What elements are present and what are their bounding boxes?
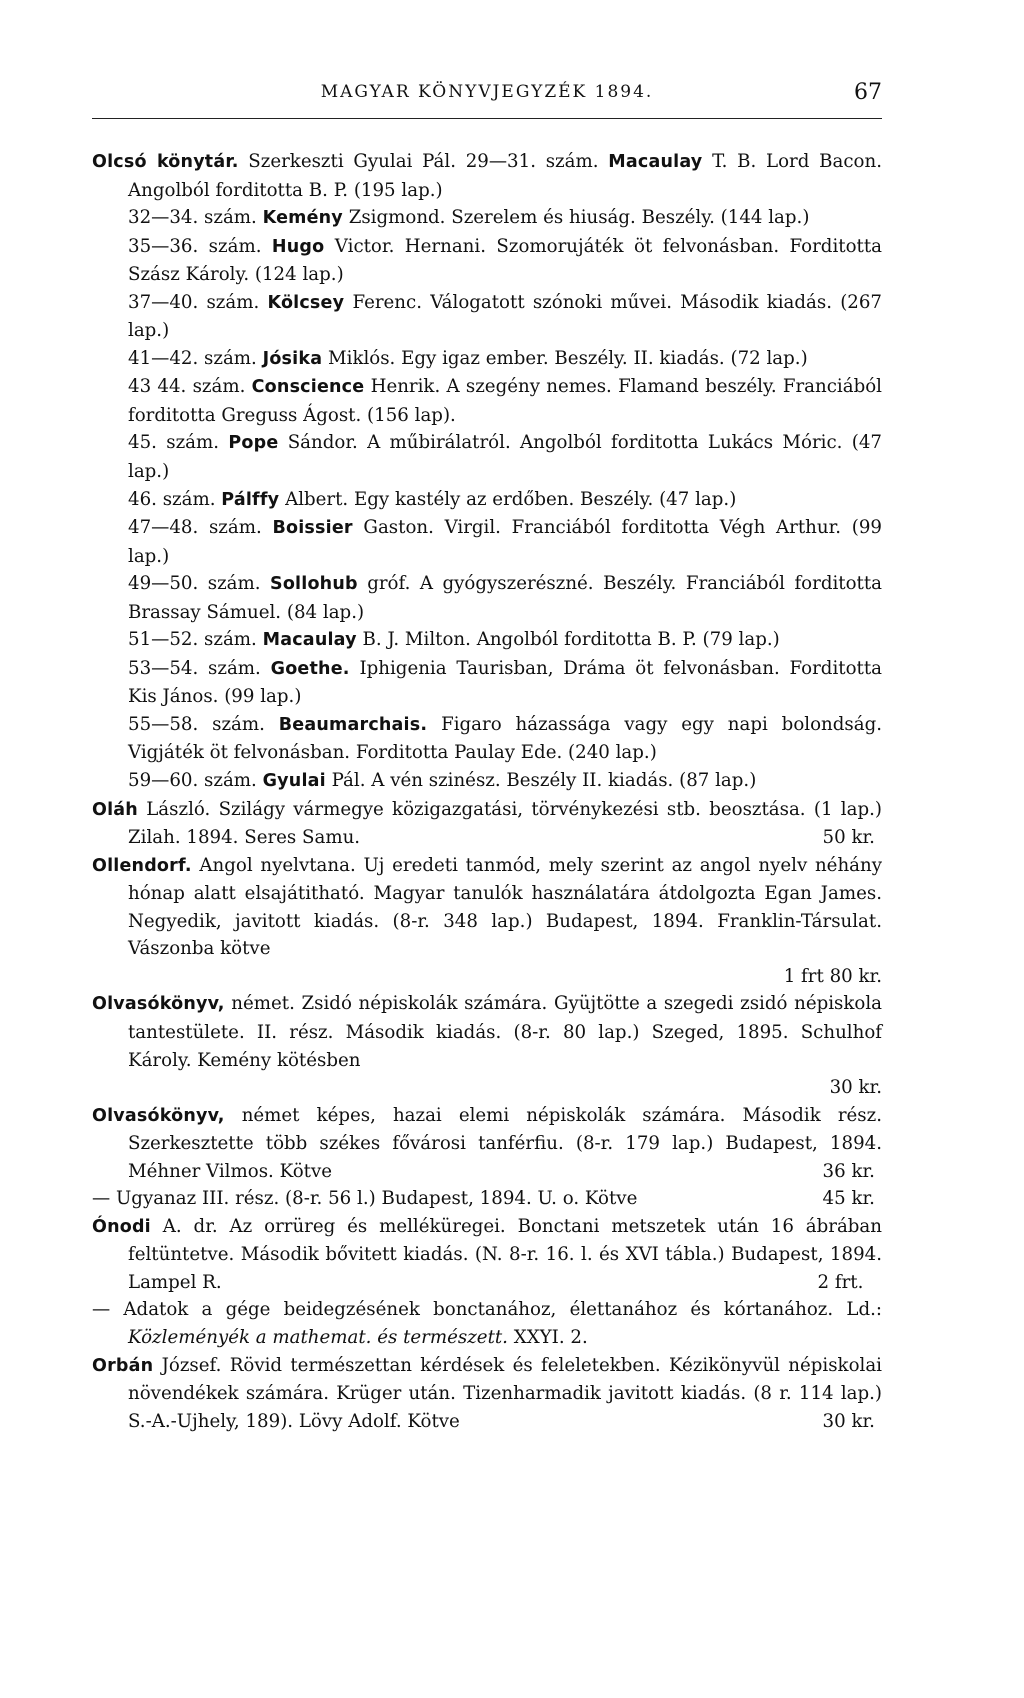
entry-author: Orbán <box>92 1355 154 1376</box>
header-rule <box>92 118 882 119</box>
entry-author: Kemény <box>262 208 343 229</box>
catalog-entry <box>92 990 882 1101</box>
entry-text: Henrik. A szegény nemes. Flamand beszély. Franciából forditotta Greguss Ágost. (156 lap). <box>128 376 882 426</box>
entry-author: Boissier <box>272 518 353 539</box>
entry-author: Olcsó könytár. <box>92 152 239 172</box>
entry-author: Beaumarchais. <box>278 714 428 735</box>
entry-author: Ollendorf. <box>92 855 192 876</box>
series-subentry: 35—36. szám. Hugo Victor. Hernani. Szomorujáték öt felvonásban. Forditotta Szász Károly. (124 lap.) <box>128 235 882 286</box>
entry-author: Pope <box>228 433 279 454</box>
entry-text: Albert. Egy kastély az erdőben. Beszély. (47 lap.) <box>279 488 737 510</box>
entry-text: Figaro házassága vagy egy napi bolondság. Vigjáték öt felvonásban. Forditotta Paulay Ede. (240 lap.) <box>128 713 882 764</box>
entry-price: 45 kr. <box>822 1188 875 1210</box>
entry-text: Pál. A vén szinész. Beszély II. kiadás. (87 lap.) <box>325 770 757 792</box>
entry-price: 36 kr. <box>822 1160 875 1182</box>
entry-text: József. Rövid természettan kérdések és feleletekben. Kézikönyvül népiskolai növendékek számára. Krüger után. Tizenharmadik javitott kiadás. (8 r. 114 lap.) S.-A.-Ujhely, 189). Lövy Adolf. Kötve <box>128 1354 882 1432</box>
entry-text: Gaston. Virgil. Franciából forditotta Végh Arthur. (99 lap.) <box>128 517 882 567</box>
entry-text: Iphigenia Taurisban, Dráma öt felvonásban. Forditotta Kis János. (99 lap.) <box>128 657 882 708</box>
series-subentry: 32—34. szám. Kemény Zsigmond. Szerelem és hiuság. Beszély. (144 lap.) <box>128 207 810 229</box>
entry-text: XXYI. 2. <box>507 1326 588 1348</box>
entry-author: Olvasókönyv, <box>92 994 225 1015</box>
catalog-entry <box>92 796 882 852</box>
catalog-entry <box>92 148 882 204</box>
catalog-entry <box>92 1296 882 1351</box>
catalog-entry <box>92 1352 882 1436</box>
entry-author: Oláh <box>92 799 138 820</box>
series-subentry: 55—58. szám. Beaumarchais. Figaro házassága vagy egy napi bolondság. Vigjáték öt felvonásban. Forditotta Paulay Ede. (240 lap.) <box>128 713 882 764</box>
entry-text: Victor. Hernani. Szomorujáték öt felvonásban. Forditotta Szász Károly. (124 lap.) <box>128 235 882 286</box>
entry-author: Kölcsey <box>267 292 345 313</box>
entry-author: Hugo <box>271 236 325 257</box>
entry-author: Jósika <box>262 348 323 369</box>
series-subentry: 51—52. szám. Macaulay B. J. Milton. Angolból forditotta B. P. (79 lap.) <box>128 629 780 651</box>
catalog-entry <box>92 1185 882 1213</box>
series-subentry: 49—50. szám. Sollohub gróf. A gyógyszerészné. Beszély. Franciából forditotta Brassay Sámuel. (84 lap.) <box>128 573 882 623</box>
series-subentry: 47—48. szám. Boissier Gaston. Virgil. Franciából forditotta Végh Arthur. (99 lap.) <box>128 517 882 567</box>
entry-text: Angol nyelvtana. Uj eredeti tanmód, mely szerint az angol nyelv néhány hónap alatt elsajátitható. Magyar tanulók használatára átdolgozta Egan James. Negyedik, javitott kiadás. (8-r. 348 lap.) Budapest, 1894. Franklin-Társulat. Vászonba kötve <box>128 854 882 960</box>
entry-text: Ferenc. Válogatott szónoki művei. Második kiadás. (267 lap.) <box>128 291 882 342</box>
entry-text: — Adatok a gége beidegzésének bonctanához, élettanához és kórtanához. Ld.: <box>92 1299 882 1321</box>
series-subentry: 45. szám. Pope Sándor. A műbirálatról. Angolból forditotta Lukács Móric. (47 lap.) <box>128 432 882 483</box>
entry-price: 2 frt. <box>817 1271 864 1293</box>
page-number: 67 <box>854 80 882 105</box>
entry-text: Miklós. Egy igaz ember. Beszély. II. kiadás. (72 lap.) <box>322 347 808 369</box>
entry-text: A. dr. Az orrüreg és melléküregei. Bonctani metszetek után 16 ábrában feltüntetve. Második bővitett kiadás. (N. 8-r. 16. l. és XVI tábla.) Budapest, 1894. Lampel R. <box>128 1215 882 1293</box>
entry-author: Ónodi <box>92 1216 151 1237</box>
catalog-entry <box>92 852 882 991</box>
entry-author: Goethe. <box>270 658 350 679</box>
entry-text: László. Szilágy vármegye közigazgatási, törvénykezési stb. beosztása. (1 lap.) Zilah. 1894. Seres Samu. <box>128 798 882 849</box>
entry-text: B. J. Milton. Angolból forditotta B. P. (79 lap.) <box>356 629 780 651</box>
series-subentry: 46. szám. Pálffy Albert. Egy kastély az erdőben. Beszély. (47 lap.) <box>128 488 737 510</box>
series-subentry: 53—54. szám. Goethe. Iphigenia Taurisban, Dráma öt felvonásban. Forditotta Kis János. (99 lap.) <box>128 657 882 708</box>
entry-price: 50 kr. <box>822 827 875 849</box>
entry-text: Sándor. A műbirálatról. Angolból forditotta Lukács Móric. (47 lap.) <box>128 432 882 483</box>
entry-text: német. Zsidó népiskolák számára. Gyüjtötte a szegedi zsidó népiskola tantestülete. II. rész. Második kiadás. (8-r. 80 lap.) Szeged, 1895. Schulhof Károly. Kemény kötésben <box>128 993 882 1071</box>
entry-text: Szerkeszti Gyulai Pál. 29—31. szám. <box>238 151 609 172</box>
journal-title: Közleményék a mathemat. és természett. <box>128 1326 508 1348</box>
entry-text: német képes, hazai elemi népiskolák számára. Második rész. Szerkesztette több székes fővárosi tanférfiu. (8-r. 179 lap.) Budapest, 1894. Méhner Vilmos. Kötve <box>128 1104 882 1182</box>
entry-author: Macaulay <box>608 152 703 172</box>
entry-price: 1 frt 80 kr. <box>783 965 882 987</box>
catalog-entry <box>92 1102 882 1186</box>
series-subentry: 41—42. szám. Jósika Miklós. Egy igaz ember. Beszély. II. kiadás. (72 lap.) <box>128 347 808 369</box>
entry-text: — Ugyanaz III. rész. (8-r. 56 l.) Budapest, 1894. U. o. Kötve <box>92 1188 638 1210</box>
catalog-entry <box>92 1213 882 1297</box>
entry-text: Zsigmond. Szerelem és hiuság. Beszély. (144 lap.) <box>342 207 810 229</box>
entry-author: Macaulay <box>262 630 357 651</box>
series-subentry: 43 44. szám. Conscience Henrik. A szegény nemes. Flamand beszély. Franciából forditotta Greguss Ágost. (156 lap). <box>128 376 882 426</box>
running-title: MAGYAR KÖNYVJEGYZÉK 1894. <box>320 82 654 102</box>
entry-text: T. B. Lord Bacon. Angolból forditotta B. P. (195 lap.) <box>128 151 882 201</box>
series-subentry: 37—40. szám. Kölcsey Ferenc. Válogatott szónoki művei. Második kiadás. (267 lap.) <box>128 291 882 342</box>
entry-author: Sollohub <box>270 574 358 595</box>
catalog-column <box>92 148 882 1435</box>
entry-author: Olvasókönyv, <box>92 1105 225 1126</box>
entry-author: Gyulai <box>262 771 326 792</box>
entry-text: gróf. A gyógyszerészné. Beszély. Franciából forditotta Brassay Sámuel. (84 lap.) <box>128 573 882 623</box>
entry-author: Pálffy <box>221 489 280 510</box>
series-subentry: 59—60. szám. Gyulai Pál. A vén szinész. Beszély II. kiadás. (87 lap.) <box>128 770 757 792</box>
entry-price: 30 kr. <box>829 1077 882 1099</box>
entry-price: 30 kr. <box>822 1410 875 1432</box>
entry-author: Conscience <box>251 377 365 398</box>
page-header <box>92 80 882 110</box>
